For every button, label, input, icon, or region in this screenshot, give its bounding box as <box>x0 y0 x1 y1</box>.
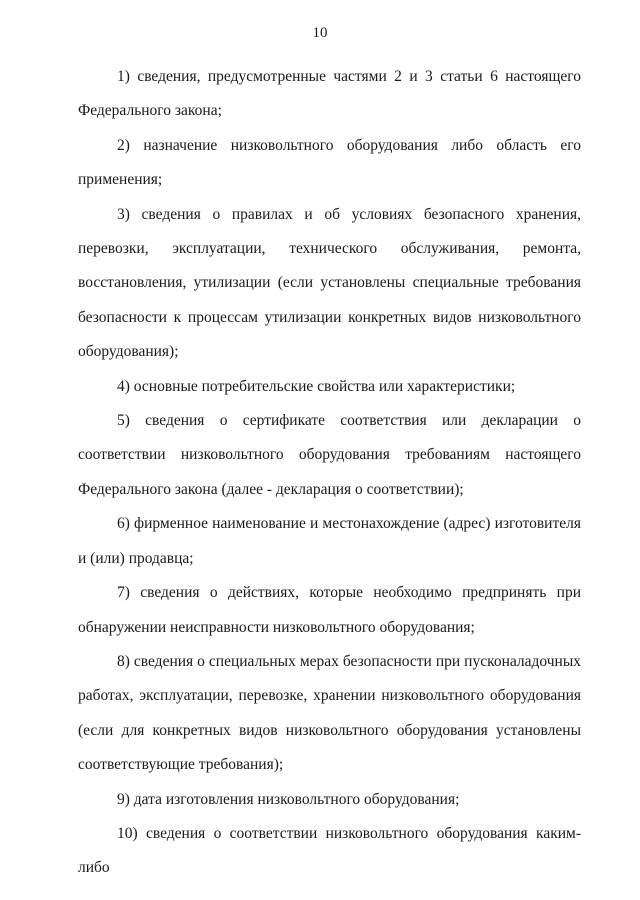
page-number: 10 <box>312 25 328 41</box>
list-item: 5) сведения о сертификате соответствия или декларации о соответствии низковольтного оборудования требованиям настоящего Федерального закона (далее - декларация о соответствии); <box>78 412 581 498</box>
list-item: 2) назначение низковольтного оборудования либо область его применения; <box>78 136 581 189</box>
document-body <box>78 60 581 886</box>
list-item: 9) дата изготовления низковольтного оборудования; <box>117 790 460 808</box>
list-item: 7) сведения о действиях, которые необходимо предпринять при обнаружении неисправности низковольтного оборудования; <box>78 584 581 636</box>
list-item: 10) сведения о соответствии низковольтного оборудования каким-либо <box>78 824 581 877</box>
list-item: 6) фирменное наименование и местонахождение (адрес) изготовителя и (или) продавца; <box>78 515 581 567</box>
list-item: 3) сведения о правилах и об условиях безопасного хранения, перевозки, эксплуатации, технического обслуживания, ремонта, восстановления, утилизации (если установлены специальные требования безопасности к процессам утилизации конкретных видов низковольтного оборудования); <box>78 205 581 361</box>
list-item: 4) основные потребительские свойства или характеристики; <box>117 377 516 395</box>
list-item: 1) сведения, предусмотренные частями 2 и 3 статьи 6 настоящего Федерального закона; <box>78 68 581 120</box>
list-item: 8) сведения о специальных мерах безопасности при пусконаладочных работах, эксплуатации, перевозке, хранении низковольтного оборудования (если для конкретных видов низковольтного оборудования установлены соответствующие требования); <box>78 652 581 774</box>
